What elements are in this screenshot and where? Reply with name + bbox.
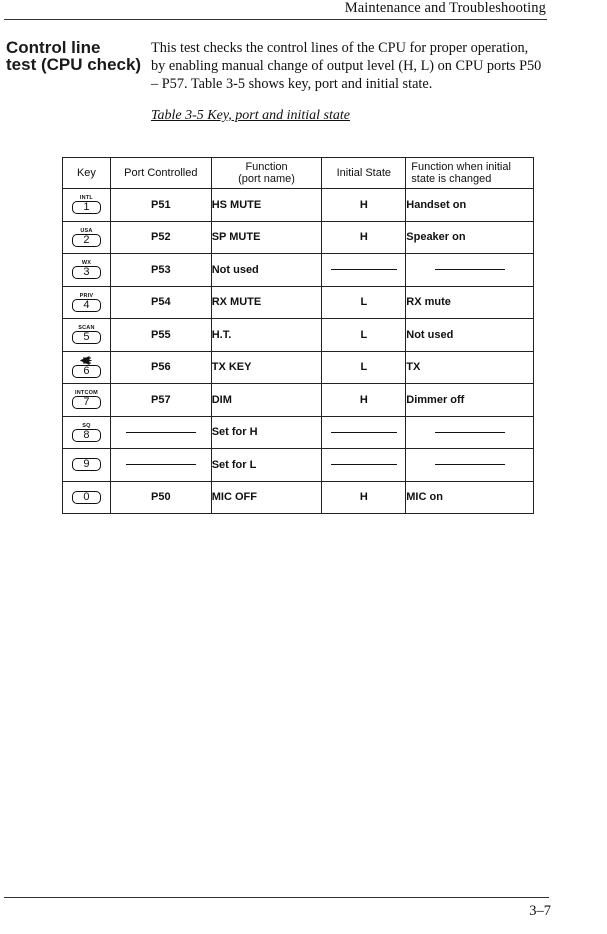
table-row [63,416,534,449]
table-row [63,319,534,352]
key-cell [63,351,111,384]
table-row [63,384,534,417]
changed-function-cell: TX [406,351,534,384]
keycap: 2 [72,234,101,247]
key-cell [63,189,111,222]
initial-state-cell: H [322,481,406,514]
column-header-changed-text: Function when initial state is changed [411,161,511,185]
empty-dash [435,269,505,270]
changed-function-cell: Dimmer off [406,384,534,417]
column-header-changed-function [406,158,534,189]
changed-function-cell [406,416,534,449]
empty-dash [331,269,397,270]
port-cell [110,449,211,482]
running-head: Maintenance and Troubleshooting [344,0,546,16]
port-cell: P56 [110,351,211,384]
keycap: 9 [72,458,101,471]
keycap: 5 [72,331,101,344]
initial-state-cell: H [322,384,406,417]
function-cell: MIC OFF [211,481,322,514]
initial-state-cell: L [322,286,406,319]
port-cell: P51 [110,189,211,222]
port-cell: P52 [110,221,211,254]
key-top-label: INTL [79,195,93,202]
key-cell [63,254,111,287]
keycap: 0 [72,491,101,504]
keycap: 4 [72,299,101,312]
function-cell: DIM [211,384,322,417]
changed-function-cell: Not used [406,319,534,352]
function-cell: RX MUTE [211,286,322,319]
changed-function-cell: Handset on [406,189,534,222]
empty-dash [331,464,397,465]
key-cell [63,384,111,417]
changed-function-cell [406,254,534,287]
empty-dash [435,432,505,433]
changed-function-cell [406,449,534,482]
changed-function-cell: RX mute [406,286,534,319]
table-row [63,481,534,514]
empty-dash [435,464,505,465]
function-cell: TX KEY [211,351,322,384]
key-cell [63,449,111,482]
keypad-key [63,293,110,312]
table-row [63,351,534,384]
keypad-key [63,260,110,279]
empty-dash [331,432,397,433]
key-cell [63,221,111,254]
keypad-key [63,390,110,409]
column-header-function-text: Function (port name) [238,161,295,185]
port-cell [110,416,211,449]
column-header-key: Key [63,158,111,189]
key-top-label: SQ [82,422,91,429]
key-top-label: WX [81,260,92,267]
transmit-arrow-icon [80,356,92,365]
footer-rule [4,897,549,898]
function-cell: H.T. [211,319,322,352]
column-header-initial-state: Initial State [322,158,406,189]
initial-state-cell: H [322,189,406,222]
initial-state-cell [322,416,406,449]
section-heading-line-1: Control line [6,38,101,57]
keypad-key [63,228,110,247]
key-top-label: PRIV [79,292,94,299]
header-rule [4,19,547,20]
initial-state-cell: L [322,319,406,352]
keypad-key [63,325,110,344]
keypad-key [63,423,110,442]
column-header-port: Port Controlled [110,158,211,189]
key-cell [63,319,111,352]
initial-state-cell [322,254,406,287]
table-caption: Table 3-5 Key, port and initial state [151,108,350,123]
empty-dash [126,464,196,465]
table-row [63,254,534,287]
table-row [63,221,534,254]
initial-state-cell [322,449,406,482]
function-cell: SP MUTE [211,221,322,254]
keypad-key [63,356,110,378]
changed-function-cell: MIC on [406,481,534,514]
keycap: 7 [72,396,101,409]
keypad-key [63,491,110,504]
table-header-row [63,158,534,189]
keycap: 6 [72,365,101,378]
port-cell: P50 [110,481,211,514]
column-header-function [211,158,322,189]
port-cell: P54 [110,286,211,319]
key-top-label: USA [80,227,93,234]
initial-state-cell: H [322,221,406,254]
function-cell: Set for H [211,416,322,449]
function-cell: HS MUTE [211,189,322,222]
changed-function-cell: Speaker on [406,221,534,254]
keypad-key [63,458,110,471]
intro-paragraph: This test checks the control lines of the CPU for proper operation, by enabling manual change of output level (H, L) on CPU ports P50 – P57. Table 3-5 shows key, port and initial state. [151,40,542,92]
keycap: 1 [72,201,101,214]
port-cell: P55 [110,319,211,352]
page-number: 3–7 [529,903,551,919]
keycap: 8 [72,429,101,442]
key-cell [63,416,111,449]
table-row [63,189,534,222]
key-port-table [62,157,534,514]
table-row [63,449,534,482]
initial-state-cell: L [322,351,406,384]
keypad-key [63,195,110,214]
section-heading [6,39,141,73]
key-cell [63,481,111,514]
keycap: 3 [72,266,101,279]
function-cell: Not used [211,254,322,287]
table-row [63,286,534,319]
function-cell: Set for L [211,449,322,482]
empty-dash [126,432,196,433]
key-top-label: INTCOM [74,390,98,397]
port-cell: P57 [110,384,211,417]
key-cell [63,286,111,319]
port-cell: P53 [110,254,211,287]
key-top-label: SCAN [78,325,95,332]
section-heading-line-2: test (CPU check) [6,55,142,74]
